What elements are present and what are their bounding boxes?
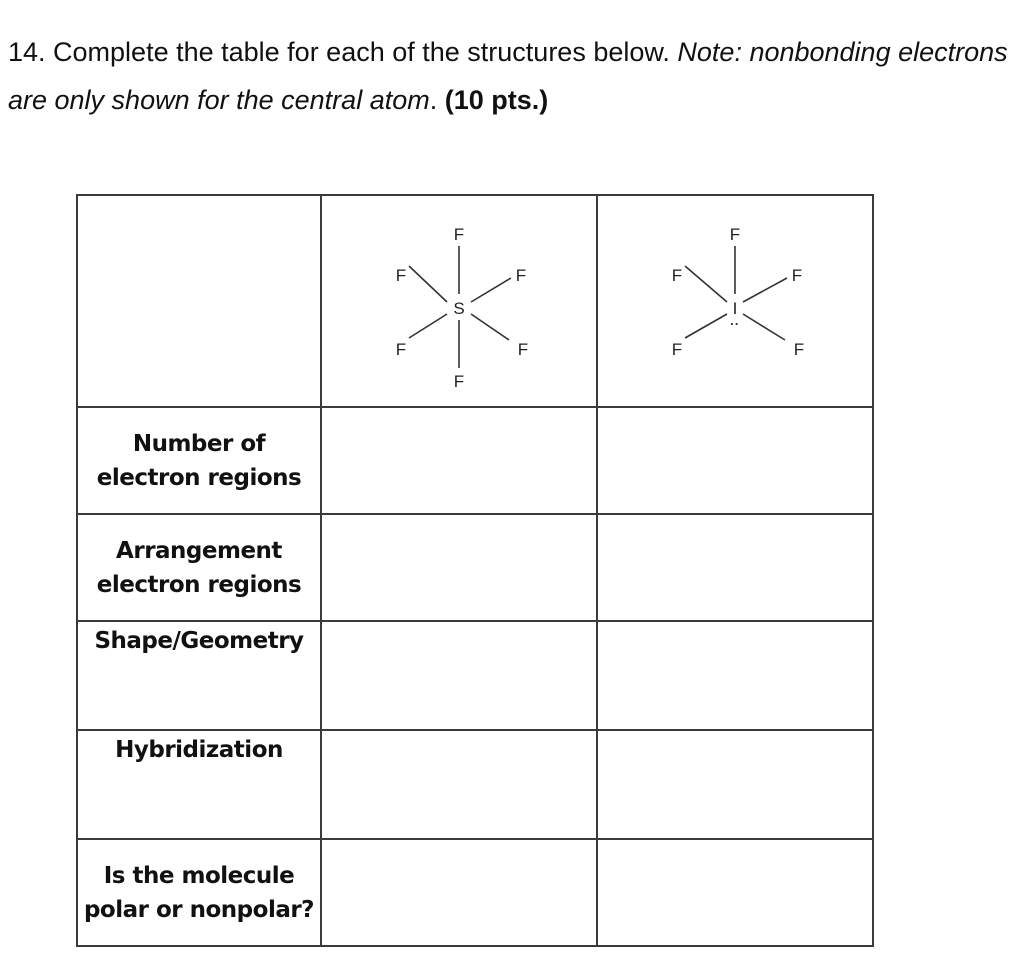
row-label: Shape/Geometry	[77, 621, 321, 730]
answer-cell-sf6[interactable]	[321, 730, 597, 839]
answer-cell-sf6[interactable]	[321, 407, 597, 514]
answer-cell-sf6[interactable]	[321, 839, 597, 946]
answer-cell-if5[interactable]	[597, 514, 873, 621]
bond-lower-right	[471, 314, 509, 340]
bond-upper-left	[685, 266, 727, 302]
ligand-lower-left: F	[671, 340, 683, 359]
ligand-lower-right: F	[793, 340, 805, 359]
central-atom: I	[732, 299, 738, 318]
question-prompt	[8, 28, 1018, 124]
answer-cell-if5[interactable]	[597, 407, 873, 514]
answer-cell-sf6[interactable]	[321, 621, 597, 730]
structure-row	[77, 195, 873, 407]
row-label: Is the molecule polar or nonpolar?	[77, 839, 321, 946]
ligand-upper-left: F	[395, 266, 407, 285]
question-points: (10 pts.)	[444, 85, 549, 115]
question-period: .	[429, 85, 438, 115]
row-electron-regions	[77, 407, 873, 514]
row-arrangement	[77, 514, 873, 621]
answer-cell-if5[interactable]	[597, 839, 873, 946]
ligand-top: F	[453, 225, 465, 244]
if5-structure	[635, 206, 835, 396]
sf6-structure	[359, 206, 559, 396]
row-label: Hybridization	[77, 730, 321, 839]
answer-cell-sf6[interactable]	[321, 514, 597, 621]
ligand-top: F	[729, 225, 741, 244]
ligand-upper-right: F	[515, 266, 527, 285]
question-text: 14. Complete the table for each of the structures below.	[8, 37, 670, 67]
row-label: Number of electron regions	[77, 407, 321, 514]
ligand-lower-right: F	[517, 340, 529, 359]
bond-lower-right	[743, 314, 785, 340]
bond-upper-right	[743, 278, 787, 302]
bond-lower-left	[685, 314, 727, 338]
ligand-bottom: F	[453, 372, 465, 391]
question-note: Note: nonbonding electrons are only shown for the central atom	[8, 37, 1008, 115]
row-hybridization	[77, 730, 873, 839]
lone-pair-dots: :	[728, 321, 743, 327]
answer-cell-if5[interactable]	[597, 730, 873, 839]
structure-if5-cell	[597, 195, 873, 407]
ligand-upper-right: F	[791, 266, 803, 285]
bond-upper-left	[409, 266, 447, 302]
bond-upper-right	[471, 278, 511, 302]
central-atom: S	[453, 299, 465, 318]
row-label: Arrangement electron regions	[77, 514, 321, 621]
corner-cell	[77, 195, 321, 407]
bond-lower-left	[409, 314, 447, 338]
answer-cell-if5[interactable]	[597, 621, 873, 730]
row-shape	[77, 621, 873, 730]
row-polarity	[77, 839, 873, 946]
molecule-table	[76, 194, 874, 947]
structure-sf6-cell	[321, 195, 597, 407]
ligand-lower-left: F	[395, 340, 407, 359]
ligand-upper-left: F	[671, 266, 683, 285]
